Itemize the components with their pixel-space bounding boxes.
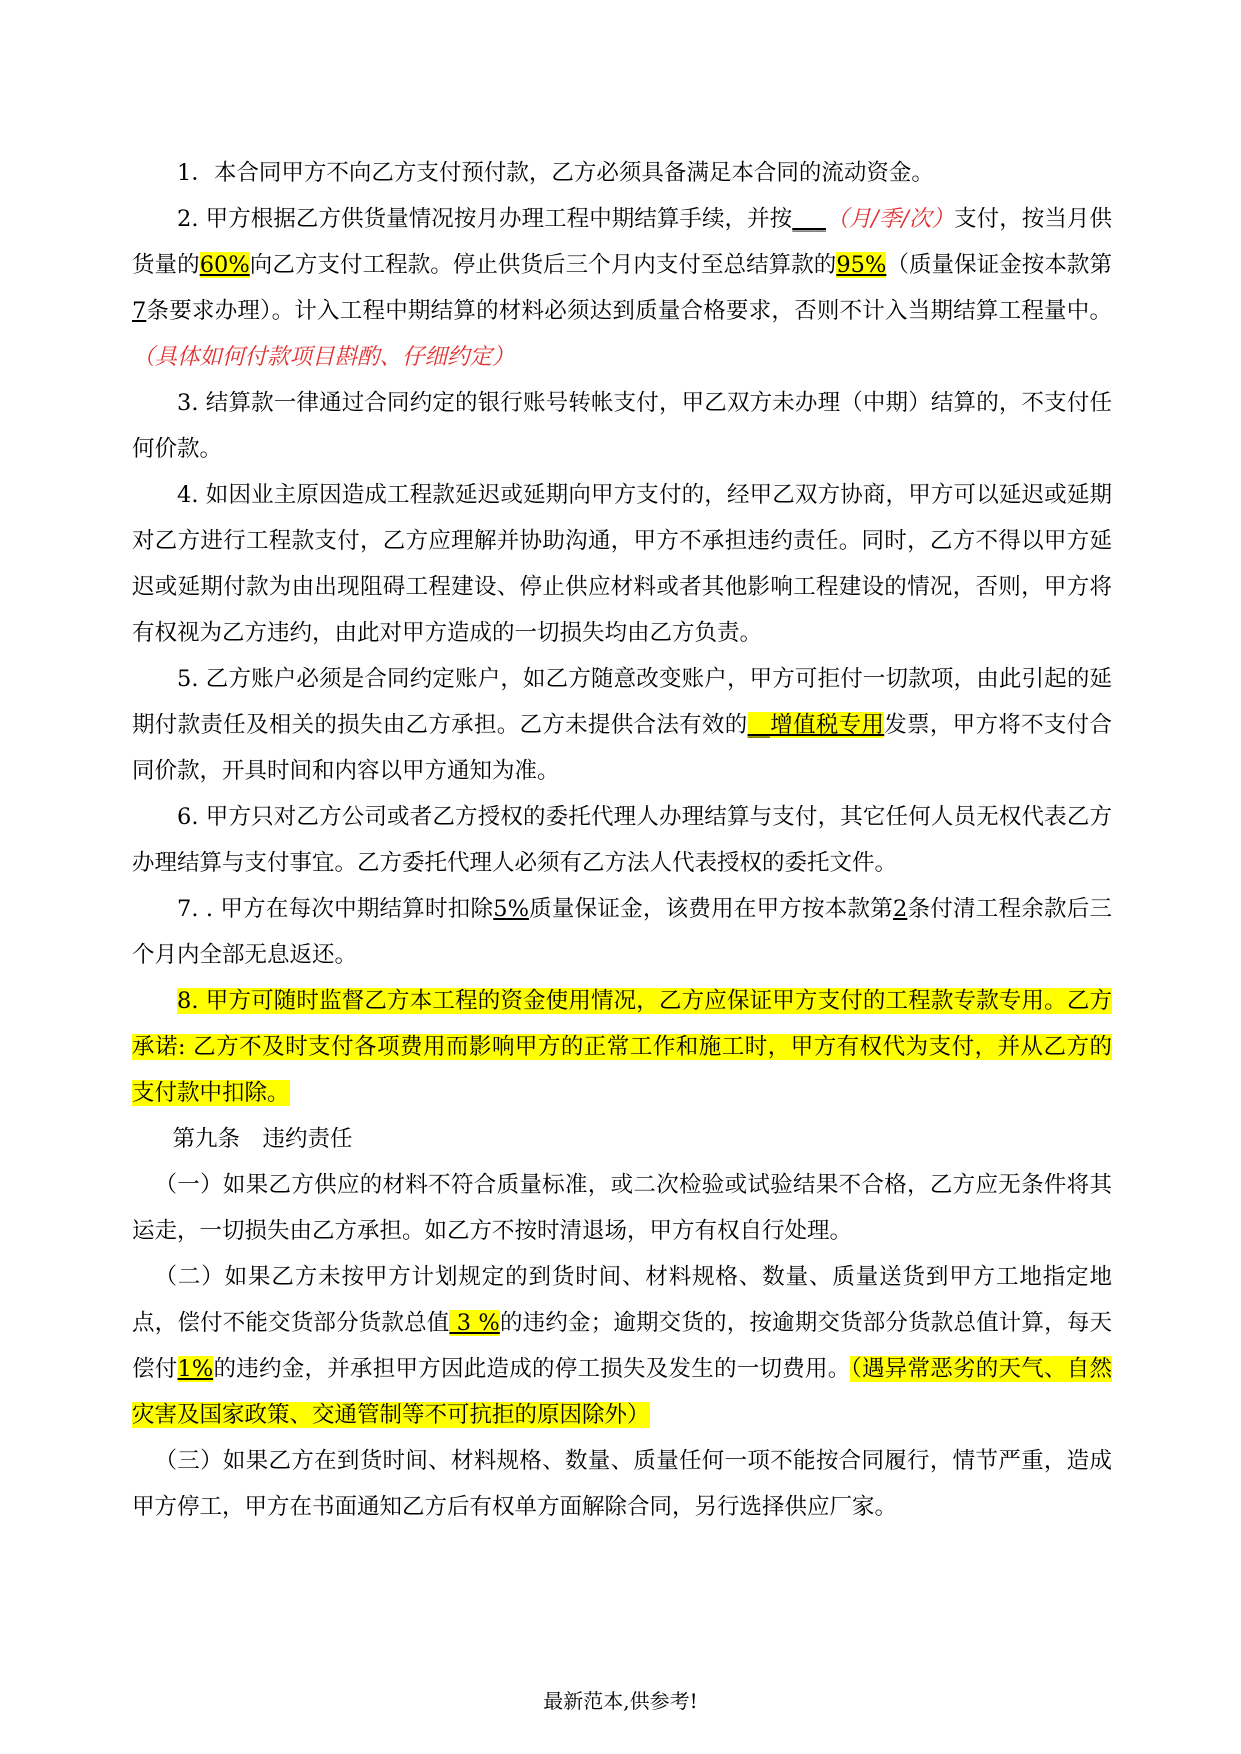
clause-7-ref-number: 2 [893,896,908,922]
total-payment-percent: 95% [836,252,887,278]
monthly-payment-percent: 60% [199,252,250,278]
daily-penalty-percent: 1% [177,1356,214,1382]
clause-2-text-a: 2. 甲方根据乙方供货量情况按月办理工程中期结算手续，并按 [177,206,793,232]
penalty-percent: 3 % [449,1310,500,1336]
payment-period-options: （月/季/次） [825,206,955,232]
retention-percent: 5% [493,896,529,922]
breach-item-1: （一）如果乙方供应的材料不符合质量标准，或二次检验或试验结果不合格，乙方应无条件将其运走，一切损失由乙方承担。如乙方不按时清退场，甲方有权自行处理。 [132,1172,1112,1244]
page-footer: 最新范本,供参考! [543,1689,698,1713]
clause-7-text-c: 条付清工程余款后三个月内全部无息返还。 [132,896,1112,968]
invoice-type: __增值税专用 [747,712,885,738]
breach-2-text-c: 的违约金，并承担甲方因此造成的停工损失及发生的一切费用。 [213,1356,851,1382]
article-9-title: 第九条 违约责任 [172,1126,353,1152]
force-majeure-note: （遇异常恶劣的天气、自然灾害及国家政策、交通管制等不可抗拒的原因除外） [132,1356,1112,1428]
clause-2-text-d: （质量保证金按本款第 [886,252,1112,278]
contract-body [132,150,1112,1530]
clause-6: 6. 甲方只对乙方公司或者乙方授权的委托代理人办理结算与支付，其它任何人员无权代表乙方办理结算与支付事宜。乙方委托代理人必须有乙方法人代表授权的委托文件。 [132,804,1112,876]
clause-5-text-b: 发票，甲方将不支付合同价款，开具时间和内容以甲方通知为准。 [132,712,1112,784]
clause-3: 3. 结算款一律通过合同约定的银行账号转帐支付，甲乙双方未办理（中期）结算的，不支付任何价款。 [132,390,1112,462]
clause-ref-number: 7 [132,298,147,324]
breach-item-3: （三）如果乙方在到货时间、材料规格、数量、质量任何一项不能按合同履行，情节严重，造成甲方停工，甲方在书面通知乙方后有权单方面解除合同，另行选择供应厂家。 [132,1448,1112,1520]
clause-8 [132,978,1112,1116]
clause-2 [132,196,1112,380]
clause-2-text-c: 向乙方支付工程款。停止供货后三个月内支付至总结算款的 [249,252,837,278]
breach-2-text-a: （二）如果乙方未按甲方计划规定的到货时间、材料规格、数量、质量送货到甲方工地指定地点，偿付不能交货部分货款总值 [132,1264,1112,1336]
clause-7-text-b: 质量保证金，该费用在甲方按本款第 [528,896,893,922]
clause-8-highlight: 8. 甲方可随时监督乙方本工程的资金使用情况，乙方应保证甲方支付的工程款专款专用。乙方承诺: 乙方不及时支付各项费用而影响甲方的正常工作和施工时，甲方有权代为支付，并从乙方的支付款中扣除。 [132,988,1112,1106]
breach-item-2 [132,1254,1112,1438]
clause-4: 4. 如因业主原因造成工程款延迟或延期向甲方支付的，经甲乙双方协商，甲方可以延迟或延期对乙方进行工程款支付，乙方应理解并协助沟通，甲方不承担违约责任。同时，乙方不得以甲方延迟或延期付款为由出现阻碍工程建设、停止供应材料或者其他影响工程建设的情况，否则，甲方将有权视为乙方违约，由此对甲方造成的一切损失均由乙方负责。 [132,482,1112,646]
clause-2-text-b: 支付，按当月供货量的 [132,206,1112,278]
payment-period-blank: ___ [792,206,826,232]
breach-2-text-b: 的违约金；逾期交货的，按逾期交货部分货款总值计算，每天偿付 [132,1310,1112,1382]
clause-7 [132,886,1112,978]
clause-2-text-e: 条要求办理）。计入工程中期结算的材料必须达到质量合格要求，否则不计入当期结算工程量中。 [146,298,1112,324]
clause-5-text-a: 5. 乙方账户必须是合同约定账户，如乙方随意改变账户，甲方可拒付一切款项，由此引起的延期付款责任及相关的损失由乙方承担。乙方未提供合法有效的 [132,666,1112,738]
clause-7-text-a: 7. . 甲方在每次中期结算时扣除 [177,896,494,922]
clause-1: 1．本合同甲方不向乙方支付预付款，乙方必须具备满足本合同的流动资金。 [177,160,934,186]
clause-5 [132,656,1112,794]
payment-note: （具体如何付款项目斟酌、仔细约定） [132,344,515,370]
